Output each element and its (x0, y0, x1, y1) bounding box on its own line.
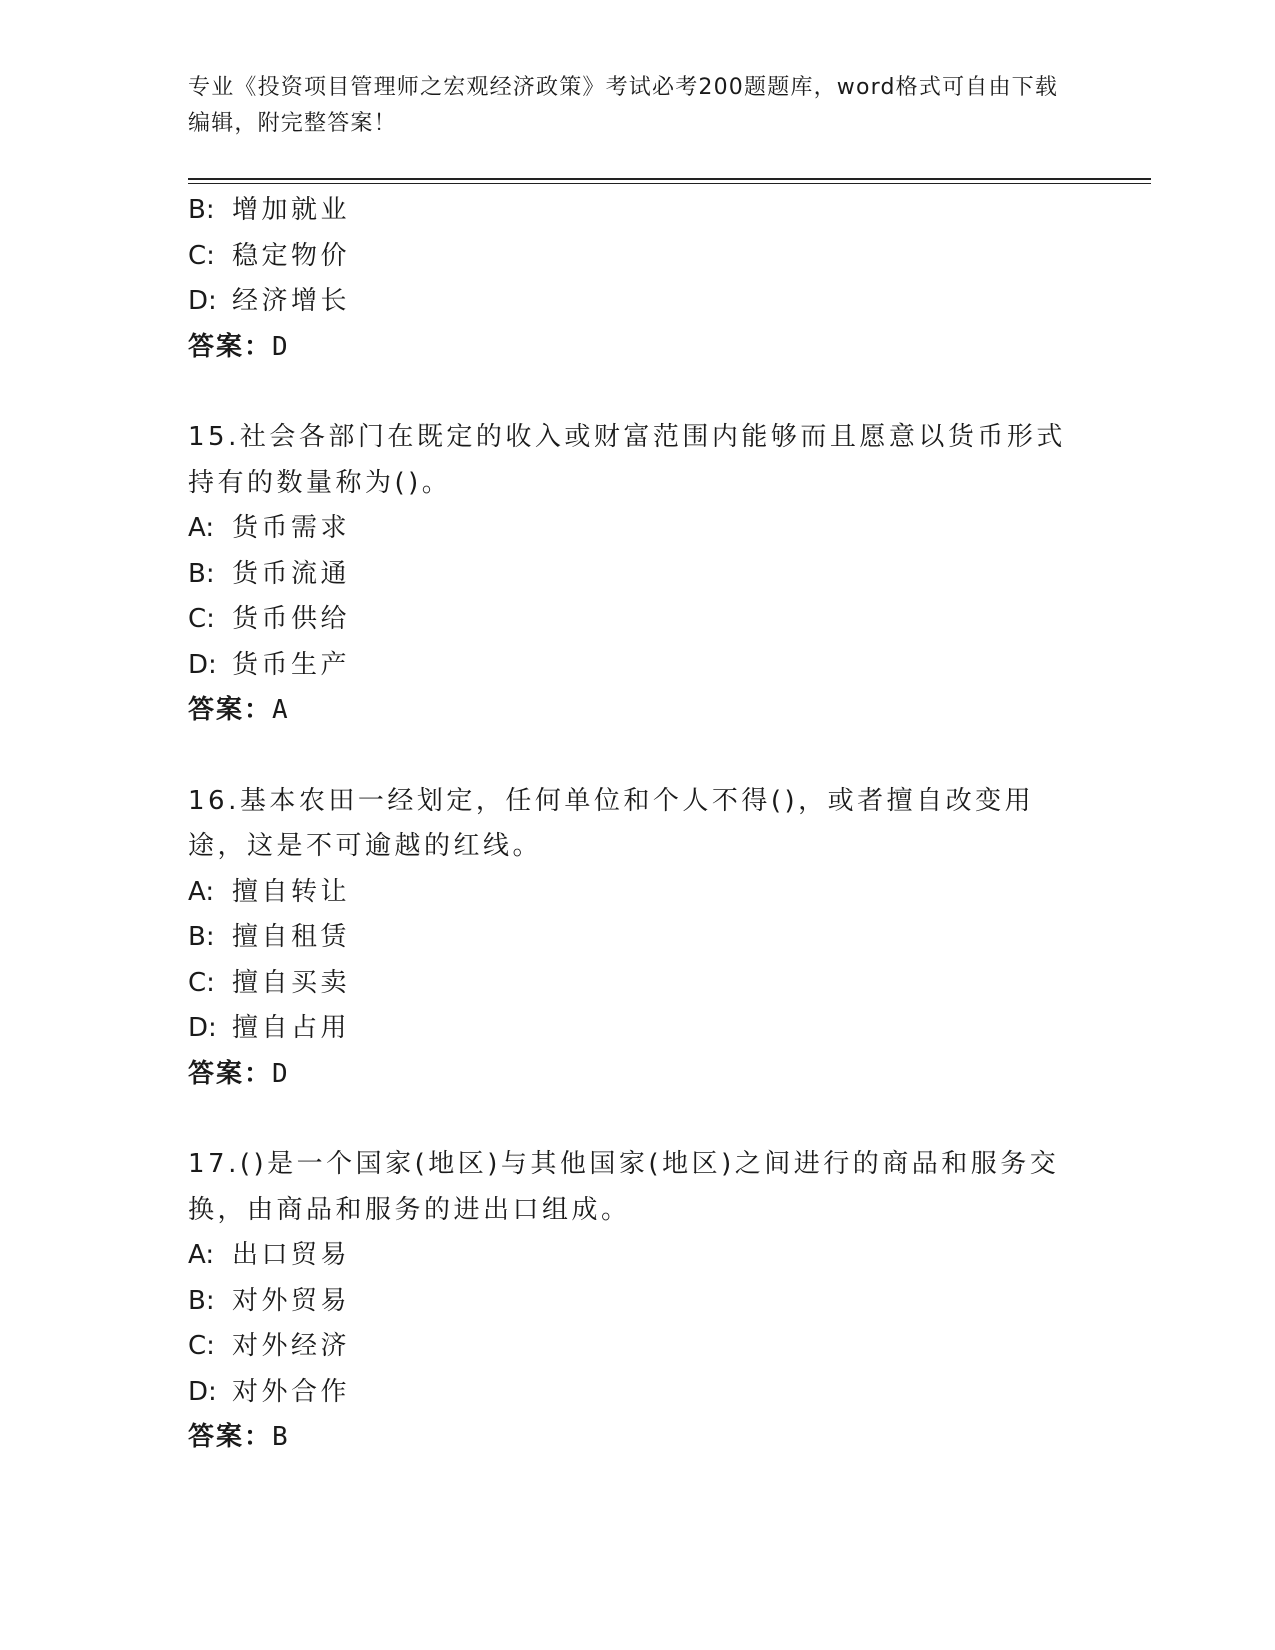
document-header: 专业《投资项目管理师之宏观经济政策》考试必考200题题库，word格式可自由下载编辑，附完整答案！ (188, 75, 1059, 136)
answer-label: 答案： (188, 1058, 273, 1089)
option-letter: B: (188, 922, 215, 952)
option-letter: A: (188, 876, 215, 907)
option-c (188, 1324, 1088, 1370)
option-d (188, 643, 1088, 689)
option-letter: C: (188, 967, 215, 998)
header-divider-thick (188, 178, 1151, 180)
option-text: 擅自转让 (232, 876, 351, 907)
option-b (188, 188, 1088, 234)
option-text: 货币需求 (232, 513, 351, 543)
option-text: 擅自占用 (232, 1013, 351, 1043)
header-divider-thin (188, 183, 1151, 184)
option-text: 对外贸易 (232, 1285, 351, 1316)
option-letter: A: (188, 1240, 215, 1270)
question-14-continued (188, 188, 1088, 370)
option-letter: C: (188, 604, 215, 634)
option-letter: B: (188, 195, 215, 225)
question-17 (188, 1142, 1088, 1461)
option-text: 擅自买卖 (232, 967, 351, 998)
option-text: 对外经济 (232, 1331, 351, 1361)
answer-value: A (272, 695, 288, 725)
answer-line (188, 1052, 1088, 1098)
option-a (188, 870, 1088, 916)
option-letter: B: (188, 1285, 215, 1316)
answer-value: D (272, 1058, 288, 1089)
option-b (188, 1279, 1088, 1325)
option-letter: D: (188, 1013, 217, 1043)
option-d (188, 1370, 1088, 1416)
option-letter: C: (188, 240, 215, 271)
option-letter: D: (188, 1376, 217, 1407)
answer-value: B (272, 1422, 288, 1452)
answer-line (188, 325, 1088, 371)
option-text: 货币生产 (232, 649, 351, 680)
question-stem: 15.社会各部门在既定的收入或财富范围内能够而且愿意以货币形式持有的数量称为()。 (188, 422, 1066, 498)
option-c (188, 597, 1088, 643)
question-list (188, 188, 1088, 1461)
option-letter: B: (188, 558, 215, 589)
option-text: 经济增长 (232, 286, 351, 316)
answer-line (188, 1415, 1088, 1461)
option-text: 货币供给 (232, 604, 351, 634)
option-text: 稳定物价 (232, 240, 351, 271)
answer-line (188, 688, 1088, 734)
option-b (188, 552, 1088, 598)
answer-label: 答案： (188, 695, 273, 725)
option-letter: D: (188, 286, 217, 316)
option-d (188, 1006, 1088, 1052)
option-letter: D: (188, 649, 217, 680)
answer-value: D (272, 331, 288, 362)
option-a (188, 1233, 1088, 1279)
answer-label: 答案： (188, 1422, 273, 1452)
option-a (188, 506, 1088, 552)
answer-label: 答案： (188, 331, 273, 362)
option-text: 货币流通 (232, 558, 351, 589)
question-stem: 17.()是一个国家(地区)与其他国家(地区)之间进行的商品和服务交换，由商品和服务的进出口组成。 (188, 1149, 1060, 1225)
option-letter: C: (188, 1331, 215, 1361)
option-text: 对外合作 (232, 1376, 351, 1407)
option-text: 擅自租赁 (232, 922, 351, 952)
question-15 (188, 415, 1088, 734)
option-c (188, 961, 1088, 1007)
question-stem: 16.基本农田一经划定，任何单位和个人不得()，或者擅自改变用途，这是不可逾越的红线。 (188, 785, 1035, 861)
option-text: 增加就业 (232, 195, 351, 225)
option-letter: A: (188, 513, 215, 543)
option-text: 出口贸易 (232, 1240, 351, 1270)
question-16 (188, 779, 1088, 1098)
option-d (188, 279, 1088, 325)
option-c (188, 234, 1088, 280)
option-b (188, 915, 1088, 961)
